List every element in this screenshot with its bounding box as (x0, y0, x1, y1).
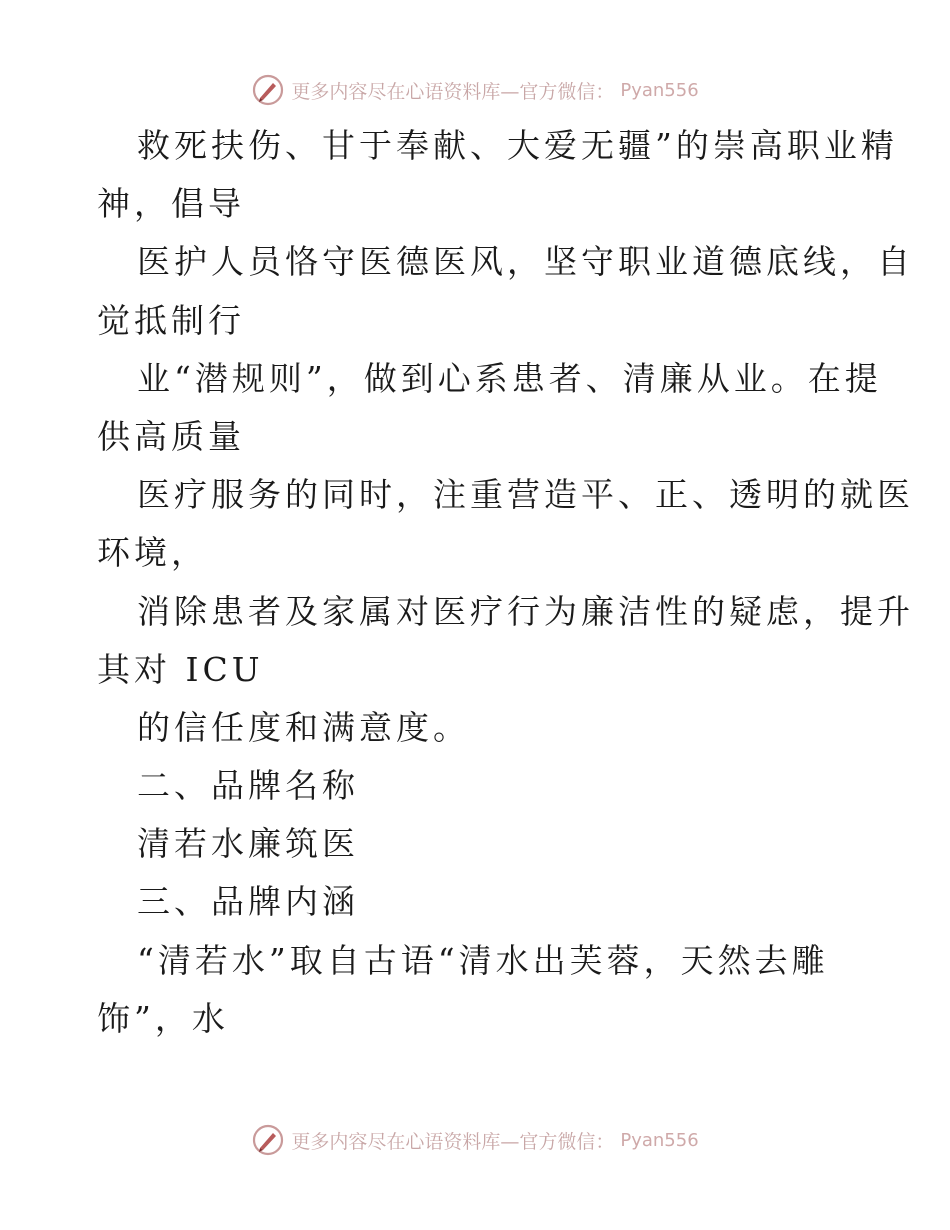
text-line: 医护人员恪守医德医风，坚守职业道德底线，自 (137, 242, 914, 282)
pen-logo-icon (251, 73, 285, 107)
header-watermark (0, 70, 950, 110)
footer-watermark (0, 1120, 950, 1160)
text-line: 环境， (97, 533, 208, 573)
text-line: 的信任度和满意度。 (137, 707, 470, 747)
watermark-wechat-id: Pyan556 (620, 79, 699, 101)
watermark-text: 更多内容尽在心语资料库—官方微信： (291, 1130, 615, 1153)
section-heading: 二、品牌名称 (137, 766, 359, 806)
text-line: 觉抵制行 (97, 300, 245, 340)
brand-name: 清若水廉筑医 (137, 824, 359, 864)
text-line: 其对 ICU (97, 649, 264, 689)
text-line: 神，倡导 (97, 184, 245, 224)
pen-logo-icon (251, 1123, 285, 1157)
text-line: “清若水”取自古语“清水出芙蓉，天然去雕 (137, 940, 829, 980)
document-body (97, 117, 914, 1048)
watermark-wechat-id: Pyan556 (620, 1129, 699, 1151)
section-heading: 三、品牌内涵 (137, 882, 359, 922)
text-line: 饰”，水 (97, 998, 229, 1038)
watermark-text: 更多内容尽在心语资料库—官方微信： (291, 80, 615, 103)
text-line: 救死扶伤、甘于奉献、大爱无疆”的崇高职业精 (137, 126, 898, 165)
text-line: 医疗服务的同时，注重营造平、正、透明的就医 (137, 475, 914, 515)
text-line: 业“潜规则”，做到心系患者、清廉从业。在提 (137, 358, 882, 398)
text-line: 消除患者及家属对医疗行为廉洁性的疑虑，提升 (137, 591, 914, 631)
text-line: 供高质量 (97, 416, 245, 456)
